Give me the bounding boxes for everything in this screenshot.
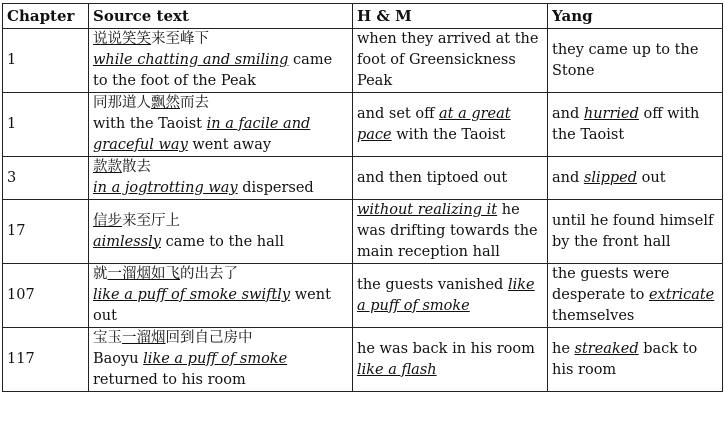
source-gloss: dispersed <box>237 180 314 196</box>
hm-text: and set off <box>357 105 439 122</box>
hm-text-underlined: like a flash <box>357 361 437 378</box>
chapter-cell: 1 <box>3 29 89 93</box>
source-gloss: came to the hall <box>160 233 285 250</box>
hm-text-underlined: like a puff of smoke <box>357 276 535 314</box>
source-gloss: Baoyu <box>93 351 144 367</box>
header-chapter: Chapter <box>3 4 89 29</box>
source-gloss-underlined: in a jogtrotting way <box>93 180 238 196</box>
table-row <box>3 29 723 93</box>
yang-text-underlined: streaked <box>574 340 639 357</box>
yang-cell <box>548 264 723 328</box>
comparison-table <box>2 3 723 392</box>
table-row <box>3 93 723 157</box>
yang-cell <box>548 29 723 93</box>
hm-cell <box>353 200 548 264</box>
source-zh: 宝玉 <box>93 330 122 346</box>
source-cell <box>89 93 353 157</box>
hm-cell <box>353 157 548 200</box>
chapter-cell: 3 <box>3 157 89 200</box>
source-zh: 回到自己房中 <box>165 330 253 346</box>
source-zh-underlined: 一溜烟 <box>122 330 166 346</box>
source-zh: 而去 <box>180 95 209 111</box>
source-zh: 来至峰下 <box>151 31 209 47</box>
header-source-text: Source text <box>89 4 353 29</box>
source-cell <box>89 328 353 392</box>
source-zh-underlined: 信步 <box>93 212 122 229</box>
hm-text: when they arrived at the foot of Greensickness Peak <box>357 31 539 89</box>
yang-text-underlined: hurried <box>583 105 639 122</box>
source-zh-underlined: 飘然 <box>151 95 180 111</box>
source-gloss-underlined: like a puff of smoke <box>143 351 288 367</box>
source-gloss-underlined: while chatting and smiling <box>93 52 289 68</box>
source-gloss-underlined: in a facile and graceful way <box>93 116 311 153</box>
chapter-cell: 17 <box>3 200 89 264</box>
chapter-cell: 107 <box>3 264 89 328</box>
hm-text: with the Taoist <box>391 126 506 143</box>
hm-text: he was drifting towards the main reception hall <box>357 202 538 260</box>
source-cell <box>89 29 353 93</box>
yang-text-underlined: slipped <box>583 169 638 186</box>
hm-text: the guests vanished <box>357 276 508 293</box>
table-row <box>3 328 723 392</box>
hm-text: he was back in his room <box>357 340 535 357</box>
source-cell <box>89 157 353 200</box>
chapter-cell: 117 <box>3 328 89 392</box>
yang-text: and <box>552 105 584 122</box>
source-zh: 来至厅上 <box>122 212 180 229</box>
source-zh: 散去 <box>122 159 151 175</box>
yang-text: and <box>552 169 584 186</box>
source-gloss: went away <box>187 137 272 153</box>
table-row <box>3 200 723 264</box>
source-cell <box>89 264 353 328</box>
yang-text-underlined: extricate <box>648 287 715 303</box>
hm-text-underlined: at a great pace <box>357 105 511 143</box>
yang-text: he <box>552 340 575 357</box>
yang-cell <box>548 157 723 200</box>
hm-cell <box>353 93 548 157</box>
yang-text: out <box>637 169 666 186</box>
table-row <box>3 264 723 328</box>
yang-text: until he found himself by the front hall <box>552 212 714 250</box>
hm-cell <box>353 328 548 392</box>
table-header-row <box>3 4 723 29</box>
yang-text: themselves <box>552 308 635 324</box>
yang-text: off with the Taoist <box>552 105 700 143</box>
source-zh: 的出去了 <box>180 266 238 282</box>
source-gloss: went out <box>93 287 331 324</box>
hm-cell <box>353 29 548 93</box>
source-cell <box>89 200 353 264</box>
source-zh: 就 <box>93 266 108 282</box>
source-gloss-underlined: aimlessly <box>93 233 161 250</box>
source-gloss: returned to his room <box>93 372 246 388</box>
yang-cell <box>548 200 723 264</box>
source-zh: 同那道人 <box>93 95 151 111</box>
yang-cell <box>548 93 723 157</box>
hm-text-underlined: without realizing it <box>357 202 498 218</box>
hm-cell <box>353 264 548 328</box>
source-zh-underlined: 说说笑笑 <box>93 31 151 47</box>
header-hm: H & M <box>353 4 548 29</box>
source-zh-underlined: 一溜烟如飞 <box>107 266 180 282</box>
chapter-cell: 1 <box>3 93 89 157</box>
source-gloss: with the Taoist <box>93 116 207 132</box>
source-gloss: came to the foot of the Peak <box>93 52 333 89</box>
hm-text: and then tiptoed out <box>357 169 508 186</box>
yang-text: back to his room <box>552 340 698 378</box>
source-zh-underlined: 款款 <box>93 159 122 175</box>
header-yang: Yang <box>548 4 723 29</box>
yang-cell <box>548 328 723 392</box>
yang-text: they came up to the Stone <box>552 41 699 79</box>
source-gloss-underlined: like a puff of smoke swiftly <box>93 287 291 303</box>
yang-text: the guests were desperate to <box>552 266 670 303</box>
table-row <box>3 157 723 200</box>
